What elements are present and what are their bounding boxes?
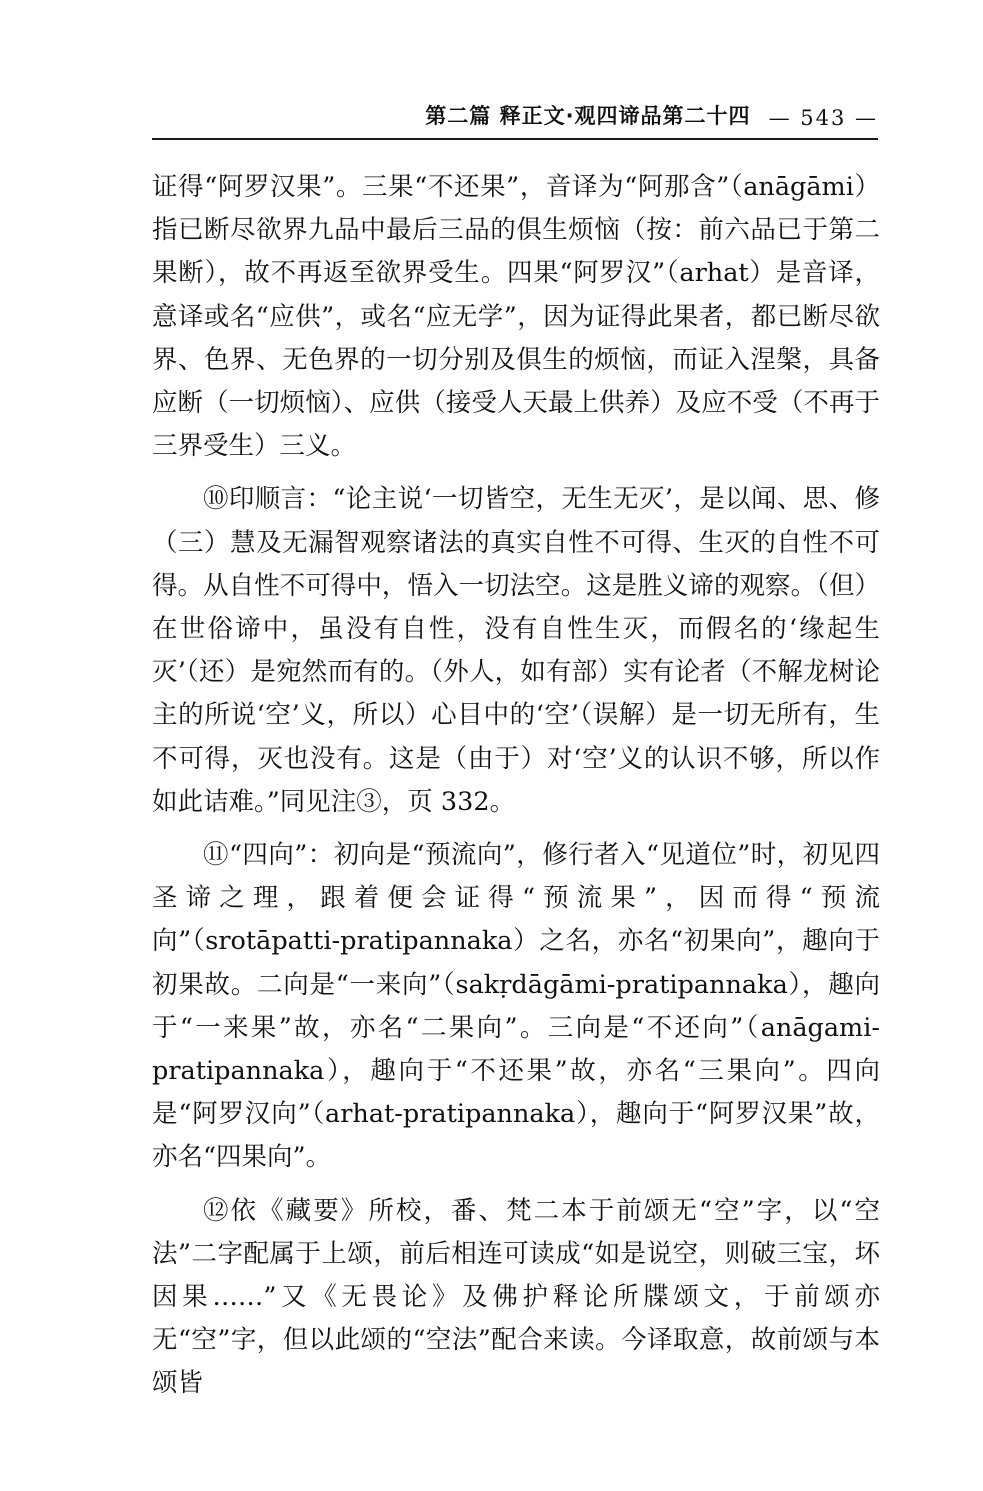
note-11: ⑪“四向”：初向是“预流向”，修行者入“见道位”时，初见四圣谛之理，跟着便会证得“预流果”，因而得“预流向”（srotāpatti-pratipannaka）之名，亦名“初果向”，趣向于初果故。二向是“一来向”（sakṛdāgāmi-pratipannaka），趣向于“一来果”故，亦名“二果向”。三向是“不还向”（anāgami- pratipannaka），趣向于“不还果”故，亦名“三果向”。四向是“阿罗汉向”（arhat-pratipannaka），趣向于“阿罗汉果”故，亦名“四果向”。 — [152, 840, 880, 1173]
note-12: ⑫依《藏要》所校，番、梵二本于前颂无“空”字，以“空法”二字配属于上颂，前后相连可读成“如是说空，则破三宝，坏因果……”又《无畏论》及佛护释论所牒颂文，于前颂亦无“空”字，但以此颂的“空法”配合来读。今译取意，故前颂与本颂皆 — [152, 1195, 880, 1399]
chapter-title: 第二篇 释正文·观四谛品第二十四 — [425, 104, 751, 128]
running-head — [152, 104, 878, 140]
page-number: — 543 — — [768, 106, 878, 130]
paragraph-continued: 证得“阿罗汉果”。三果“不还果”，音译为“阿那含”（anāgāmi）指已断尽欲界九品中最后三品的俱生烦恼（按：前六品已于第二果断），故不再返至欲界受生。四果“阿罗汉”（arhat）是音译，意译或名“应供”，或名“应无学”，因为证得此果者，都已断尽欲界、色界、无色界的一切分别及俱生的烦恼，而证入涅槃，具备应断（一切烦恼）、应供（接受人天最上供养）及应不受（不再于三界受生）三义。 — [152, 172, 880, 462]
body-text — [152, 166, 880, 1416]
note-10: ⑩印顺言：“论主说‘一切皆空，无生无灭’，是以闻、思、修（三）慧及无漏智观察诸法的真实自性不可得、生灭的自性不可得。从自性不可得中，悟入一切法空。这是胜义谛的观察。（但）在世俗谛中，虽没有自性，没有自性生灭，而假名的‘缘起生灭’（还）是宛然而有的。（外人，如有部）实有论者（不解龙树论主的所说‘空’义，所以）心目中的‘空’（误解）是一切无所有，生不可得，灭也没有。这是（由于）对‘空’义的认识不够，所以作如此诘难。”同见注③，页 332。 — [152, 484, 880, 817]
